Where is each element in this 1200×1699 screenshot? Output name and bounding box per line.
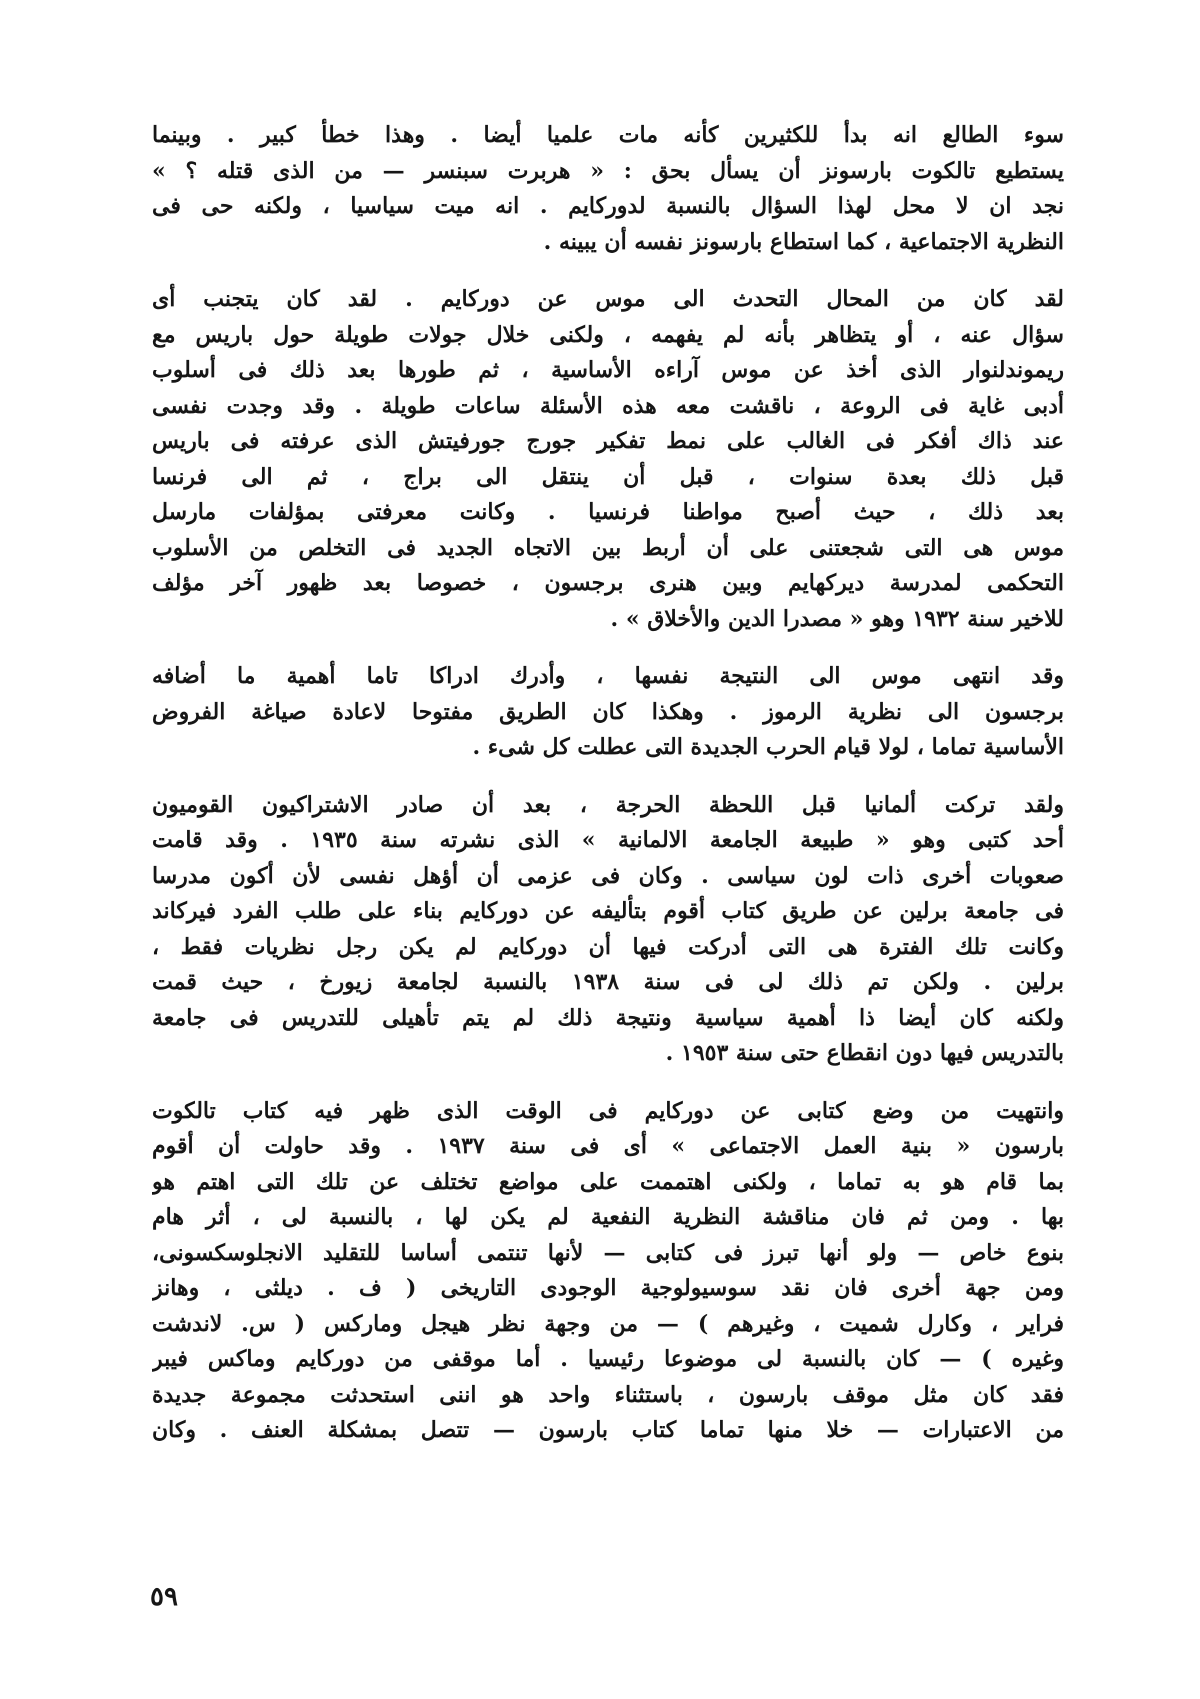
text-line: وانتهيت من وضع كتابى عن دوركايم فى الوقت الذى ظهر فيه كتاب تالكوت: [152, 1097, 1064, 1124]
text-line: لقد كان من المحال التحدث الى موس عن دوركايم . لقد كان يتجنب أى: [152, 286, 1064, 312]
text-line: بارسون « بنية العمل الاجتماعى » أى فى سنة ١٩٣٧ . وقد حاولت أن أقوم: [152, 1133, 1064, 1159]
text-line: النظرية الاجتماعية ، كما استطاع بارسونز نفسه أن يبينه .: [543, 228, 1064, 255]
text-line: صعوبات أخرى ذات لون سياسى . وكان فى عزمى أن أؤهل نفسى لأن أكون مدرسا: [152, 862, 1064, 889]
paragraph: [152, 118, 1064, 260]
text-line: قبل ذلك بعدة سنوات ، قبل أن ينتقل الى براج ، ثم الى فرنسا: [152, 463, 1064, 490]
paragraph: [152, 659, 1064, 766]
text-line: عند ذاك أفكر فى الغالب على نمط تفكير جورج جورفيتش الذى عرفته فى باريس: [152, 428, 1064, 454]
text-line: يستطيع تالكوت بارسونز أن يسأل بحق : « هربرت سبنسر — من الذى قتله ؟ »: [152, 157, 1064, 184]
text-line: ولقد تركت ألمانيا قبل اللحظة الحرجة ، بعد أن صادر الاشتراكيون القوميون: [152, 791, 1064, 818]
text-line: فراير ، وكارل شميت ، وغيرهم ) — من وجهة نظر هيجل وماركس ( س. لاندشت: [152, 1310, 1064, 1337]
text-line: بالتدريس فيها دون انقطاع حتى سنة ١٩٥٣ .: [665, 1040, 1064, 1066]
text-line: التحكمى لمدرسة ديركهايم وبين هنرى برجسون ، خصوصا بعد ظهور آخر مؤلف: [152, 570, 1064, 596]
text-line: موس هى التى شجعتنى على أن أربط بين الاتجاه الجديد فى التخلص من الأسلوب: [152, 534, 1064, 561]
body-text: [152, 118, 1064, 1471]
text-line: سوء الطالع انه بدأ للكثيرين كأنه مات علميا أيضا . وهذا خطأ كبير . وبينما: [152, 122, 1064, 148]
text-line: وكانت تلك الفترة هى التى أدركت فيها أن دوركايم لم يكن رجل نظريات فقط ،: [152, 933, 1064, 960]
text-line: برجسون الى نظرية الرموز . وهكذا كان الطريق مفتوحا لاعادة صياغة الفروض: [152, 698, 1064, 725]
text-line: بما قام هو به تماما ، ولكنى اهتممت على مواضع تختلف عن تلك التى اهتم هو: [152, 1168, 1064, 1195]
text-line: فى جامعة برلين عن طريق كتاب أقوم بتأليفه عن دوركايم بناء على طلب الفرد فيركاند: [152, 898, 1064, 924]
text-line: سؤال عنه ، أو يتظاهر بأنه لم يفهمه ، ولكنى خلال جولات طويلة حول باريس مع: [152, 321, 1064, 348]
text-line: فقد كان مثل موقف بارسون ، باستثناء واحد هو اننى استحدثت مجموعة جديدة: [152, 1381, 1064, 1408]
text-line: بعد ذلك ، حيث أصبح مواطنا فرنسيا . وكانت معرفتى بمؤلفات مارسل: [152, 499, 1064, 525]
text-line: من الاعتبارات — خلا منها تماما كتاب بارسون — تتصل بمشكلة العنف . وكان: [152, 1417, 1064, 1443]
text-line: بنوع خاص — ولو أنها تبرز فى كتابى — لأنها تنتمى أساسا للتقليد الانجلوسكسونى،: [152, 1239, 1064, 1266]
text-line: وغيره ) — كان بالنسبة لى موضوعا رئيسيا . أما موقفى من دوركايم وماكس فيبر: [152, 1346, 1064, 1372]
text-line: برلين . ولكن تم ذلك لى فى سنة ١٩٣٨ بالنسبة لجامعة زيورخ ، حيث قمت: [152, 969, 1064, 995]
text-line: للاخير سنة ١٩٣٢ وهو « مصدرا الدين والأخلاق » .: [610, 605, 1064, 632]
text-line: ولكنه كان أيضا ذا أهمية سياسية ونتيجة ذلك لم يتم تأهيلى للتدريس فى جامعة: [152, 1004, 1064, 1031]
text-line: ومن جهة أخرى فان نقد سوسيولوجية الوجودى التاريخى ( ف . ديلثى ، وهانز: [152, 1275, 1064, 1301]
text-line: وقد انتهى موس الى النتيجة نفسها ، وأدرك ادراكا تاما أهمية ما أضافه: [152, 663, 1064, 689]
text-line: نجد ان لا محل لهذا السؤال بالنسبة لدوركايم . انه ميت سياسيا ، ولكنه حى فى: [152, 193, 1064, 219]
text-line: ريموندلنوار الذى أخذ عن موس آراءه الأساسية ، ثم طورها بعد ذلك فى أسلوب: [152, 357, 1064, 383]
text-line: بها . ومن ثم فان مناقشة النظرية النفعية لم يكن لها ، بالنسبة لى ، أثر هام: [152, 1204, 1064, 1230]
paragraph: [152, 1094, 1064, 1449]
text-line: أحد كتبى وهو « طبيعة الجامعة الالمانية » الذى نشرته سنة ١٩٣٥ . وقد قامت: [152, 827, 1064, 853]
text-line: أدبى غاية فى الروعة ، ناقشت معه هذه الأسئلة ساعات طويلة . وقد وجدت نفسى: [152, 392, 1064, 419]
paragraph: [152, 788, 1064, 1072]
text-line: الأساسية تماما ، لولا قيام الحرب الجديدة التى عطلت كل شىء .: [472, 734, 1064, 760]
paragraph: [152, 282, 1064, 637]
page-number: ٥٩: [150, 1582, 178, 1612]
